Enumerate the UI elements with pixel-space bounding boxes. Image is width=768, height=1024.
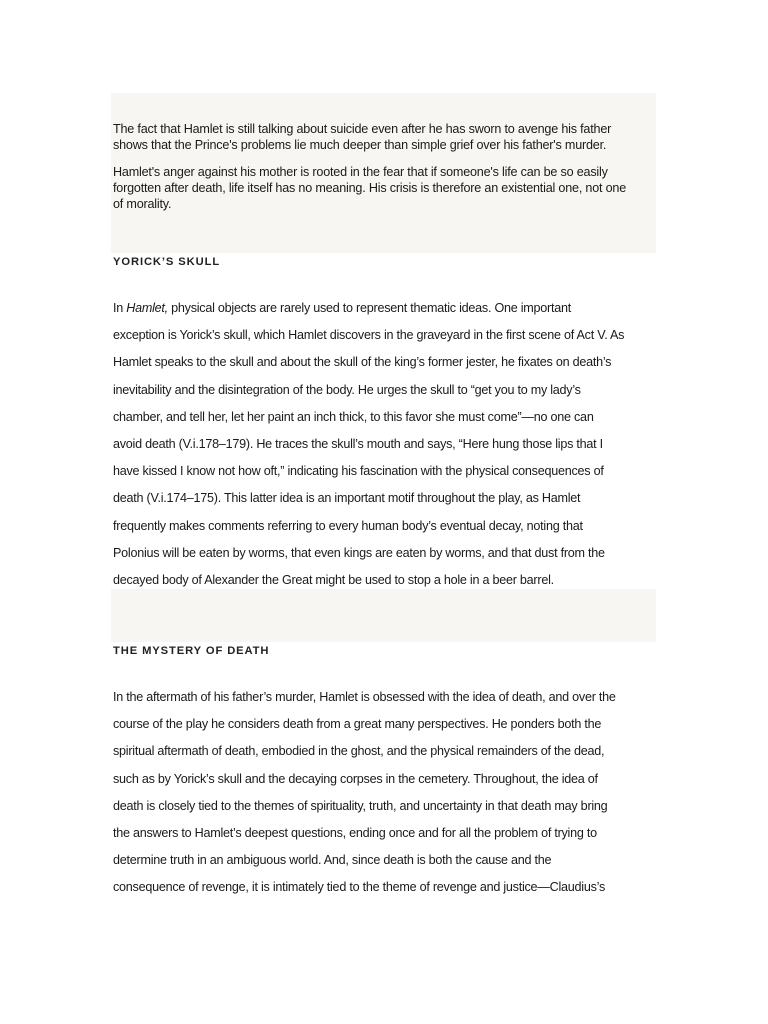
text-line: of morality. bbox=[113, 197, 172, 211]
text-line: the answers to Hamlet’s deepest questions, ending once and for all the problem of trying to bbox=[113, 826, 597, 841]
text-line: spiritual aftermath of death, embodied in the ghost, and the physical remainders of the dead, bbox=[113, 744, 605, 759]
text-line: course of the play he considers death from a great many perspectives. He ponders both the bbox=[113, 717, 602, 732]
yoricks-skull-paragraph bbox=[113, 295, 658, 594]
text-line: determine truth in an ambiguous world. And, since death is both the cause and the bbox=[113, 853, 552, 868]
text-line: consequence of revenge, it is intimately tied to the theme of revenge and justice—Claudius’s bbox=[113, 880, 606, 895]
italic-title: Hamlet, bbox=[126, 301, 168, 315]
text-line: frequently makes comments referring to every human body’s eventual decay, noting that bbox=[113, 518, 583, 533]
text-line: decayed body of Alexander the Great might be used to stop a hole in a beer barrel. bbox=[113, 573, 554, 588]
text-line: avoid death (V.i.178–179). He traces the skull’s mouth and says, “Here hung those lips that I bbox=[113, 437, 603, 452]
text-line: exception is Yorick’s skull, which Hamlet discovers in the graveyard in the first scene of Act V. As bbox=[113, 328, 625, 343]
text-fragment: physical objects are rarely used to represent thematic ideas. One important bbox=[167, 301, 572, 315]
text-fragment: In bbox=[113, 301, 127, 315]
text-line: inevitability and the disintegration of the body. He urges the skull to “get you to my lady’s bbox=[113, 382, 581, 397]
summary-paragraph-2 bbox=[113, 164, 653, 212]
text-line: Hamlet's anger against his mother is rooted in the fear that if someone's life can be so easily bbox=[113, 165, 608, 179]
text-line: death (V.i.174–175). This latter idea is an important motif throughout the play, as Hamlet bbox=[113, 491, 581, 506]
text-line: Hamlet speaks to the skull and about the skull of the king’s former jester, he fixates on death’s bbox=[113, 355, 612, 370]
text-line: have kissed I know not how oft,” indicating his fascination with the physical consequences of bbox=[113, 464, 604, 479]
text-line: death is closely tied to the themes of spirituality, truth, and uncertainty in that death may bring bbox=[113, 798, 608, 813]
section-heading-mystery-of-death: THE MYSTERY OF DEATH bbox=[113, 645, 270, 657]
text-line: Polonius will be eaten by worms, that even kings are eaten by worms, and that dust from the bbox=[113, 545, 605, 560]
text-line: shows that the Prince's problems lie much deeper than simple grief over his father's murder. bbox=[113, 138, 607, 152]
mystery-of-death-paragraph bbox=[113, 684, 658, 902]
summary-paragraph-1 bbox=[113, 121, 653, 153]
text-line: chamber, and tell her, let her paint an inch thick, to this favor she must come”—no one can bbox=[113, 409, 594, 424]
text-line: In the aftermath of his father’s murder, Hamlet is obsessed with the idea of death, and over the bbox=[113, 690, 616, 704]
text-line: such as by Yorick’s skull and the decaying corpses in the cemetery. Throughout, the idea of bbox=[113, 771, 598, 786]
text-line bbox=[113, 295, 658, 322]
text-line: forgotten after death, life itself has no meaning. His crisis is therefore an existential one, not one bbox=[113, 181, 627, 195]
text-line: The fact that Hamlet is still talking about suicide even after he has sworn to avenge his father bbox=[113, 122, 612, 136]
section-heading-yoricks-skull: YORICK’S SKULL bbox=[113, 256, 221, 268]
empty-shaded-box bbox=[111, 589, 656, 642]
